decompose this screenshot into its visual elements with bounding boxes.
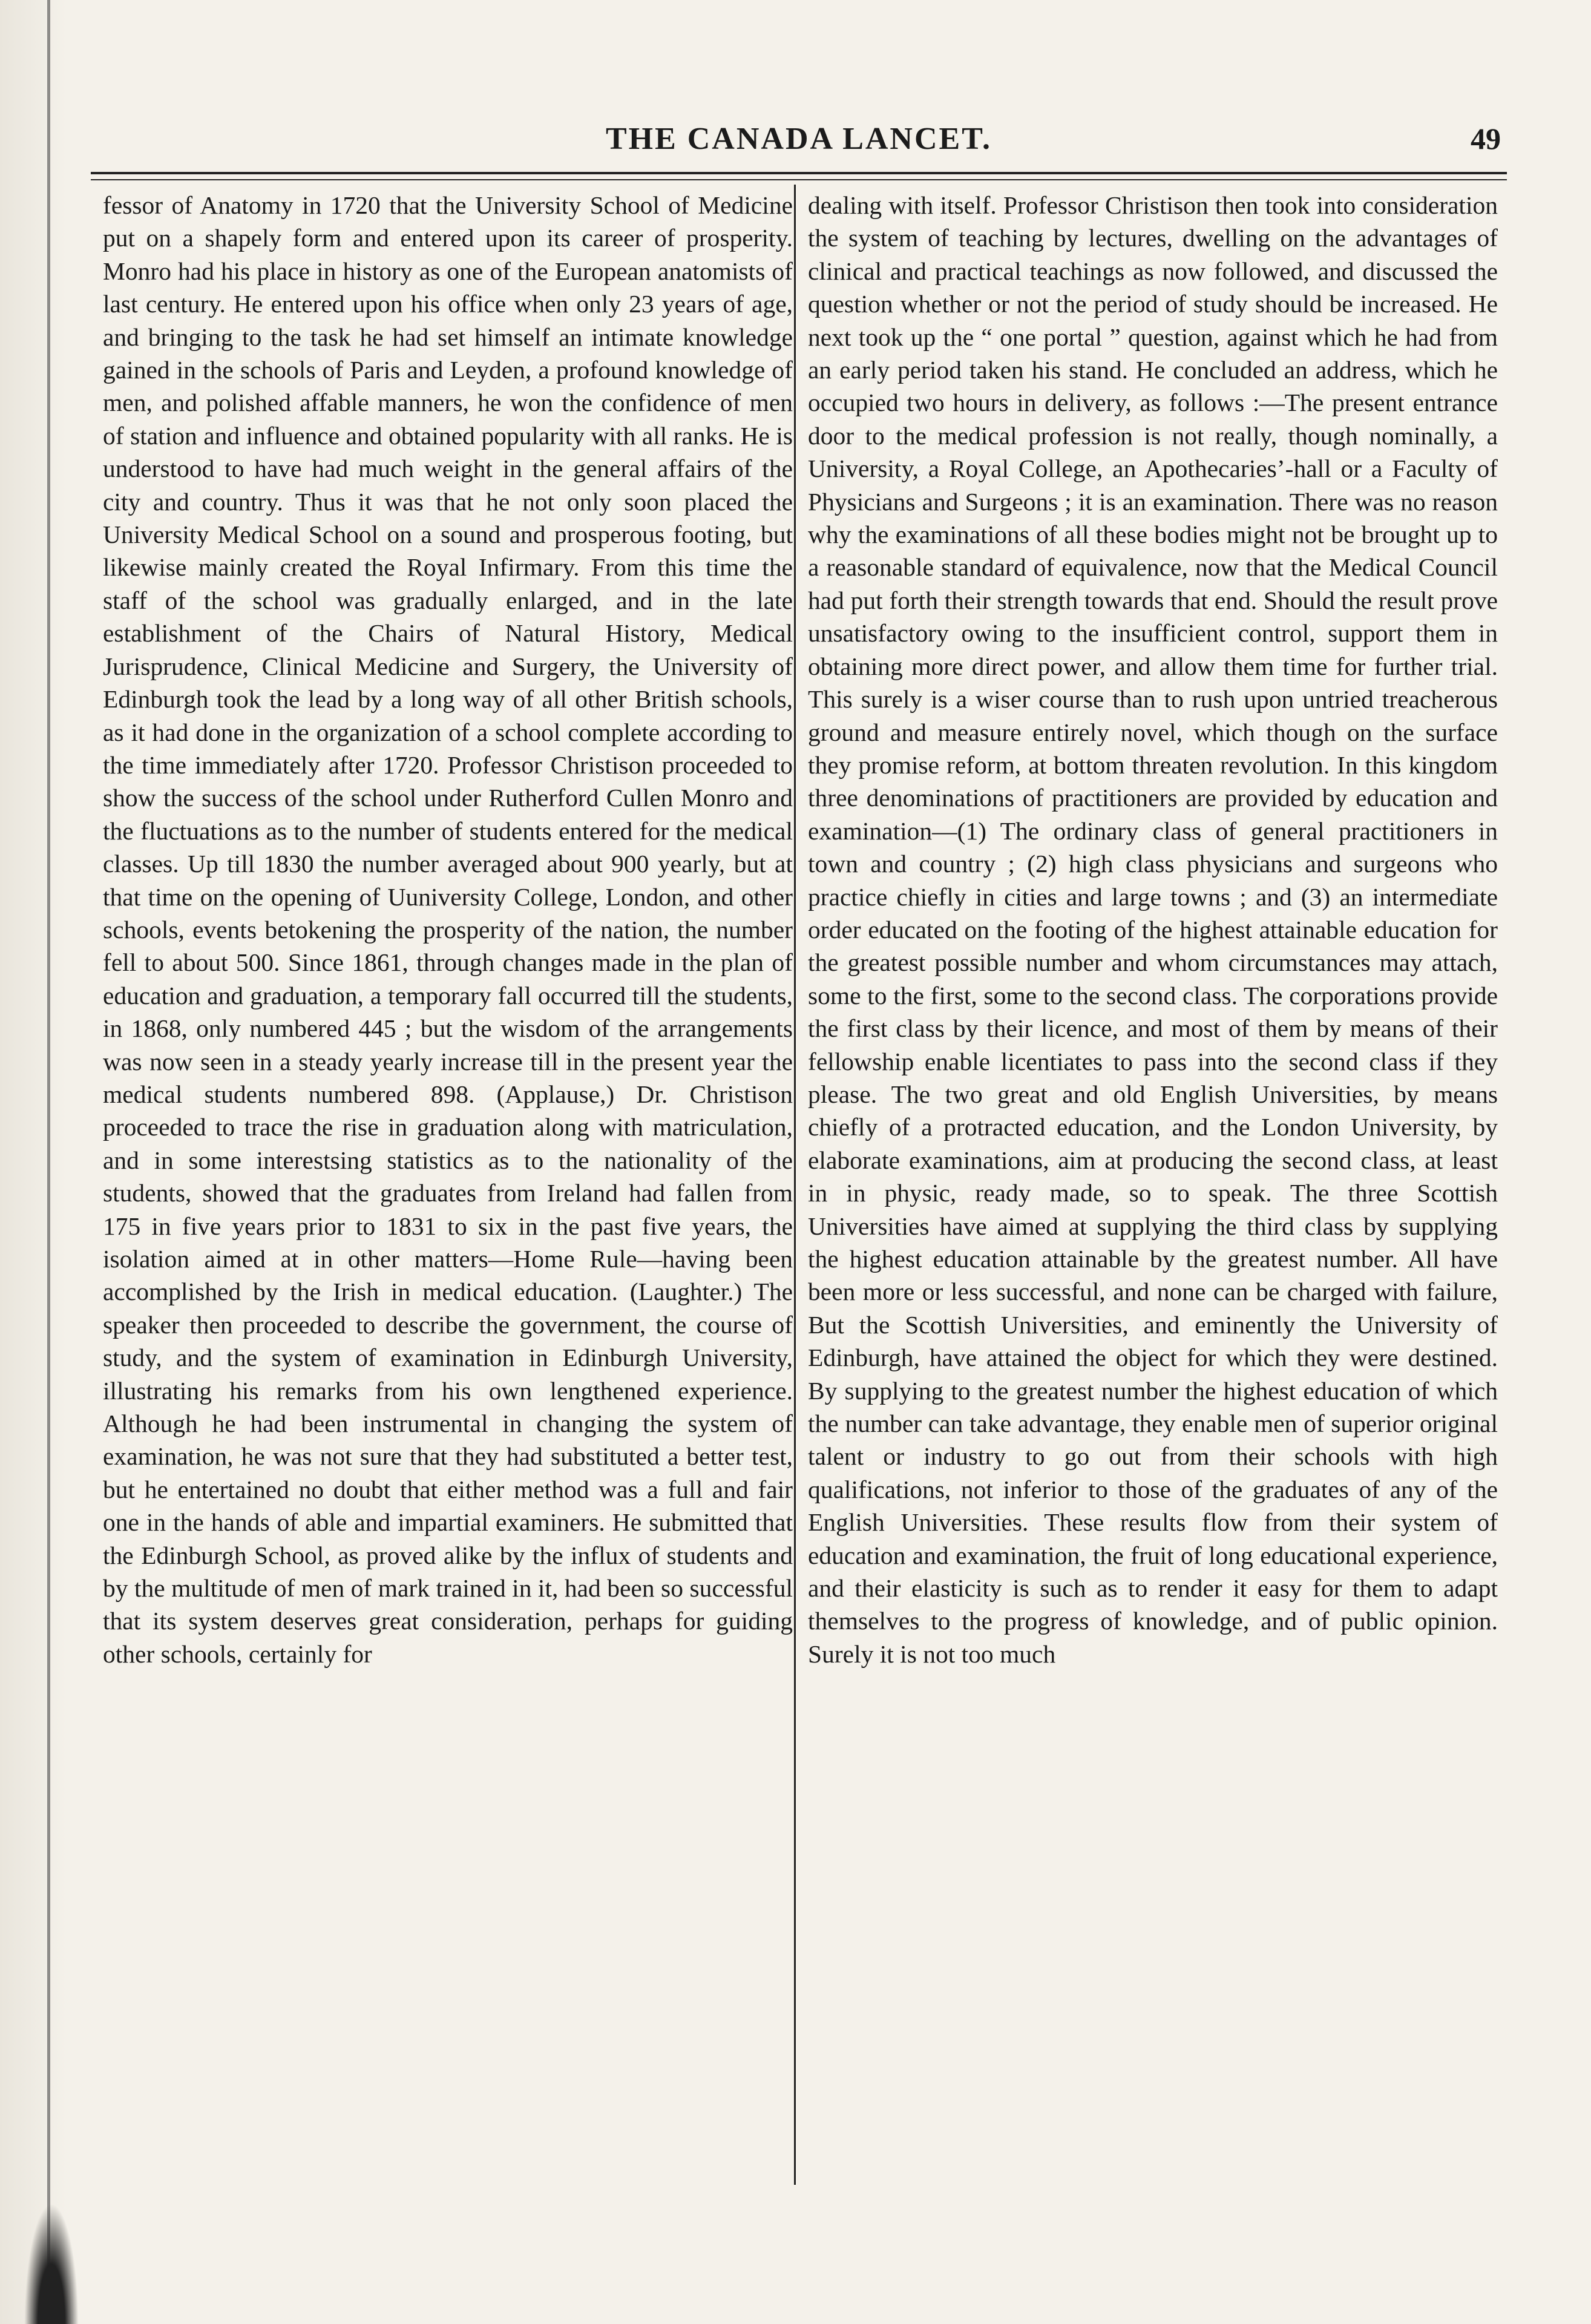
running-head: THE CANADA LANCET. [605,122,992,156]
column-divider [794,185,796,2185]
binding-mark [24,2203,79,2324]
left-column-text: fessor of Anatomy in 1720 that the University School of Medicine put on a shapely form and entered upon its career of prosperity. Monro had his place in history as one of the European anatomists of last century. He entered upon his office when only 23 years of age, and bringing to the task he had set himself an intimate knowledge gained in the schools of Paris and Leyden, a profound knowledge of men, and polished affable manners, he won the confidence of men of station and influence and obtained popularity with all ranks. He is understood to have had much weight in the general affairs of the city and country. Thus it was that he not only soon placed the University Medical School on a sound and prosperous footing, but likewise mainly created the Royal Infirmary. From this time the staff of the school was gradually enlarged, and in the late establishment of the Chairs of Natural History, Medical Jurisprudence, Clinical Medicine and Surgery, the University of Edinburgh took the lead by a long way of all other British schools, as it had done in the organization of a school complete according to the time immediately after 1720. Professor Christison proceeded to show the success of the school under Rutherford Cullen Monro and the fluctuations as to the number of students entered for the medical classes. Up till 1830 the number averaged about 900 yearly, but at that time on the opening of Uuniversity College, London, and other schools, events betokening the prosperity of the nation, the number fell to about 500. Since 1861, through changes made in the plan of education and graduation, a temporary fall occurred till the students, in 1868, only numbered 445 ; but the wisdom of the arrangements was now seen in a steady yearly increase till in the present year the medical students numbered 898. (Applause,) Dr. Christison proceeded to trace the rise in graduation along with matriculation, and in some interestsing statistics as to the nationality of the students, showed that the graduates from Ireland had fallen from 175 in five years prior to 1831 to six in the past five years, the isolation aimed at in other matters—Home Rule—having been accomplished by the Irish in medical education. (Laughter.) The speaker then proceeded to describe the government, the course of study, and the system of examination in Edinburgh University, illustrating his remarks from his own lengthened experience. Although he had been instrumental in changing the system of examination, he was not sure that they had substituted a better test, but he entertained no doubt that either method was a full and fair one in the hands of able and impartial examiners. He submitted that the Edinburgh School, as proved alike by the influx of students and by the multitude of men of mark trained in it, had been so successful that its system deserves great consideration, perhaps for guiding other schools, certainly for [103,191,793,1668]
page-header [91,121,1507,169]
right-column [808,189,1498,2186]
header-rule-thin [91,179,1507,180]
page-number: 49 [1471,122,1501,156]
left-column [103,189,793,2186]
header-rule [91,172,1507,174]
binding-crease [47,0,50,2324]
page-binding-shadow [0,0,67,2324]
right-column-text: dealing with itself. Professor Christison then took into consideration the system of teaching by lectures, dwelling on the advantages of clinical and practical teachings as now followed, and discussed the question whether or not the period of study should be increased. He next took up the “ one portal ” question, against which he had from an early period taken his stand. He concluded an address, which he occupied two hours in delivery, as follows :—The present entrance door to the medical profession is not really, though nominally, a University, a Royal College, an Apothecaries’-hall or a Faculty of Physicians and Surgeons ; it is an examination. There was no reason why the examinations of all these bodies might not be brought up to a reasonable standard of equivalence, now that the Medical Council had put forth their strength towards that end. Should the result prove unsatisfactory owing to the insufficient control, support them in obtaining more direct power, and allow them time for further trial. This surely is a wiser course than to rush upon untried treacherous ground and measure entirely novel, which though on the surface they promise reform, at bottom threaten revolution. In this kingdom three denominations of practitioners are provided by education and examination—(1) The ordinary class of general practitioners in town and country ; (2) high class physicians and surgeons who practice chiefly in cities and large towns ; and (3) an intermediate order educated on the footing of the highest attainable education for the greatest possible number and whom circumstances may attach, some to the first, some to the second class. The corporations provide the first class by their licence, and most of them by means of their fellowship enable licentiates to pass into the second class if they please. The two great and old English Universities, by means chiefly of a protracted education, and the London University, by elaborate examinations, aim at producing the second class, at least in in physic, ready made, so to speak. The three Scottish Universities have aimed at supplying the third class by supplying the highest education attainable by the greatest number. All have been more or less successful, and none can be charged with failure, But the Scottish Universities, and eminently the University of Edinburgh, have attained the object for which they were destined. By supplying to the greatest number the highest education of which the number can take advantage, they enable men of superior original talent or industry to go out from their schools with high qualifications, not inferior to those of the graduates of any of the English Universities. These results flow from their system of education and examination, the fruit of long educational experience, and their elasticity is such as to render it easy for them to adapt themselves to the progress of knowledge, and of public opinion. Surely it is not too much [808,191,1498,1668]
